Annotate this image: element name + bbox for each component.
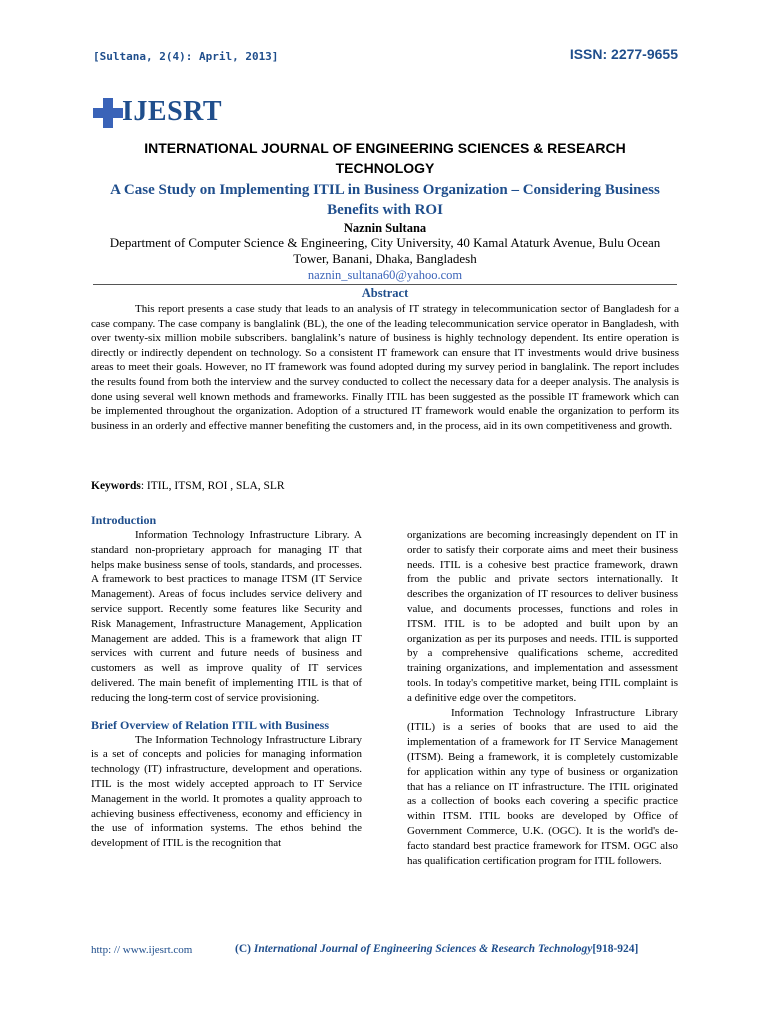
author-name: Naznin Sultana bbox=[343, 221, 427, 235]
left-column bbox=[91, 513, 362, 851]
right-paragraph-1: organizations are becoming increasingly dependent on IT in order to satisfy their corporate aims and meet their business needs. ITIL is a cohesive best practice framework, drawn from the public and private sectors internationally. It describes the organization of IT resources to deliver business value, and documents processes, functions and roles in ITSM. ITIL is to be adopted and built upon by an organization as per its purposes and needs. ITIL is supported by a comprehensive qualifications scheme, accredited training organizations, and implementation and assessment tools. In today's competitive market, being ITIL complaint is a definitive edge over the competitors. bbox=[407, 529, 678, 704]
section-heading-introduction: Introduction bbox=[91, 513, 157, 527]
journal-name: INTERNATIONAL JOURNAL OF ENGINEERING SCIENCES & RESEARCH TECHNOLOGY bbox=[144, 140, 626, 176]
citation: [Sultana, 2(4): April, 2013] bbox=[93, 50, 279, 63]
divider bbox=[93, 284, 677, 285]
section-heading-overview: Brief Overview of Relation ITIL with Business bbox=[91, 717, 330, 732]
abstract-text: This report presents a case study that leads to an analysis of IT strategy in telecommunication sector of Bangladesh for a case company. The case company is banglalink (BL), the one of the leading telecommunication service operator in Bangladesh, with over twenty-six million mobile subscribers. banglalink’s nature of business is highly technology dependent. Its entire operation is directly or indirectly dependent on technology. So a consistent IT framework can ensure that IT investments would drive business areas to meet their goals. However, no IT framework was found adopted during my survey period in banglalink. The report includes the results found from both the interview and the survey conducted to collect the necessary data for a deeper analysis. The analysis is done using several well known methods and frameworks. Finally ITIL has been suggested as the possible IT framework which can be implemented throughout the organization. Adoption of a structured IT framework would enable the organization to perform its business in an orderly and effective manner benefiting the customers and, in the process, aid in its own competitiveness and growth. bbox=[91, 303, 679, 432]
keywords bbox=[91, 480, 285, 492]
keywords-values: : ITIL, ITSM, ROI , SLA, SLR bbox=[140, 480, 285, 492]
abstract-heading: Abstract bbox=[361, 286, 409, 300]
paper-title: A Case Study on Implementing ITIL in Business Organization – Considering Business Benefits with ROI bbox=[110, 182, 660, 218]
right-paragraph-2: Information Technology Infrastructure Library (ITIL) is a series of books that are used to aid the implementation of a framework for IT Service Management (ITSM). Being a framework, it is completely customizable for application within any type of business or organization that has a reliance on IT infrastructure. The ITIL originated as a collection of books each covering a specific practice within ITSM. ITIL books are developed by Office of Government Commerce, U.K. (OGC). It is the world's de-facto standard best practice framework for ITSM. OGC also has qualification certification program for ITIL followers. bbox=[407, 706, 678, 867]
footer-journal: International Journal of Engineering Sciences & Research Technology bbox=[253, 943, 593, 955]
author-affiliation: Department of Computer Science & Engineering, City University, 40 Kamal Ataturk Avenue, Bulu Ocean Tower, Banani, Dhaka, Bangladesh bbox=[109, 235, 661, 266]
footer-pages: [918-924] bbox=[592, 943, 639, 955]
overview-paragraph: The Information Technology Infrastructure Library is a set of concepts and policies for managing information technology (IT) infrastructure, development and operations. ITIL is the most widely accepted approach to IT Service Management in the world. It promotes a quality approach to achieving business effectiveness, economy and efficiency in the use of information systems. The ethos behind the development of ITIL is the recognition that bbox=[91, 733, 362, 850]
intro-paragraph: Information Technology Infrastructure Library. A standard non-proprietary approach for managing IT that helps make business sense of tools, standards, and processes. A framework to best practices to manage ITSM (IT Service Management). Areas of focus includes service delivery and service support. Recently some features like Security and Risk Management, Infrastructure Management, Application Management are added. This is a framework that align IT services with current and future needs of business and customers as well as improve quality of IT services delivered. The main benefit of implementing ITIL is that of reducing the long-term cost of service provisioning. bbox=[91, 529, 362, 704]
footer-copyright bbox=[235, 943, 638, 955]
footer-url[interactable]: http: // www.ijesrt.com bbox=[91, 944, 193, 956]
keywords-label: Keywords bbox=[91, 480, 141, 492]
cross-icon bbox=[93, 98, 123, 128]
logo-text: IJESRT bbox=[122, 96, 223, 127]
right-column bbox=[407, 528, 678, 868]
author-email[interactable]: naznin_sultana60@yahoo.com bbox=[307, 268, 463, 282]
issn: ISSN: 2277-9655 bbox=[569, 46, 678, 62]
copyright-prefix: (C) bbox=[235, 943, 251, 955]
